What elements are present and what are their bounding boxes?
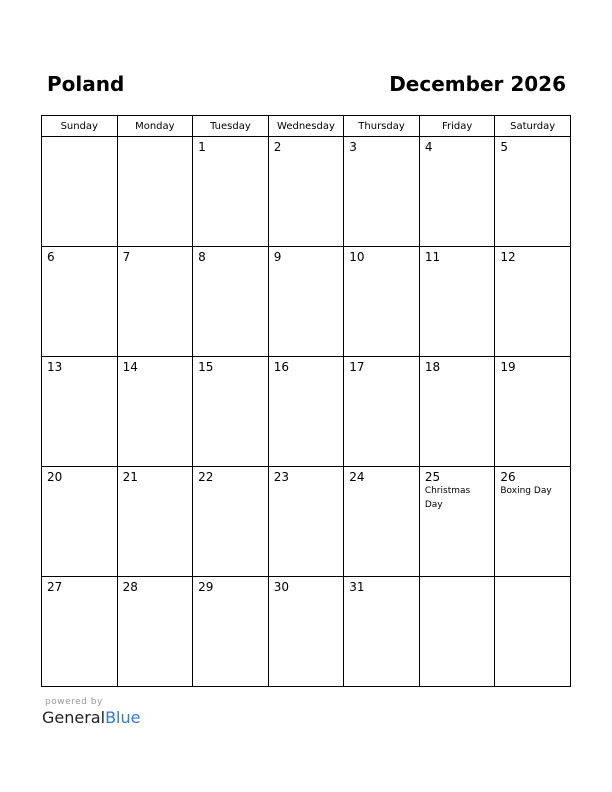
powered-by-text: powered by bbox=[45, 697, 103, 707]
day-cell bbox=[42, 247, 118, 357]
day-number: 26 bbox=[500, 470, 516, 484]
holiday-label: Boxing Day bbox=[500, 486, 552, 496]
day-number: 9 bbox=[273, 250, 282, 264]
day-number: 2 bbox=[273, 140, 282, 154]
brand-blue-text: Blue bbox=[105, 708, 141, 727]
day-number: 25 bbox=[424, 470, 441, 484]
day-number: 23 bbox=[273, 470, 289, 484]
day-number: 13 bbox=[47, 360, 63, 374]
weekday-header-row bbox=[42, 116, 571, 137]
week-row bbox=[42, 467, 571, 577]
brand-general-text: General bbox=[42, 708, 106, 727]
weekday-header: Tuesday bbox=[193, 116, 269, 137]
day-cell bbox=[117, 357, 193, 467]
generalblue-logo[interactable] bbox=[42, 707, 140, 729]
day-cell bbox=[193, 137, 269, 247]
day-cell bbox=[419, 467, 495, 577]
day-cell bbox=[193, 357, 269, 467]
holiday-label: Christmas Day bbox=[424, 486, 471, 510]
day-number: 31 bbox=[349, 580, 365, 594]
day-number bbox=[420, 577, 495, 580]
day-number: 18 bbox=[424, 360, 441, 374]
day-number: 14 bbox=[122, 360, 138, 374]
day-number bbox=[42, 137, 117, 140]
week-row bbox=[42, 137, 571, 247]
day-cell bbox=[344, 247, 420, 357]
day-cell bbox=[42, 137, 118, 247]
weekday-header: Friday bbox=[419, 116, 495, 137]
day-cell bbox=[117, 577, 193, 687]
day-cell bbox=[495, 247, 571, 357]
month-year-title: December 2026 bbox=[389, 72, 566, 96]
day-cell bbox=[344, 467, 420, 577]
day-cell bbox=[42, 577, 118, 687]
day-number: 10 bbox=[349, 250, 365, 264]
weekday-header: Monday bbox=[117, 116, 193, 137]
day-cell bbox=[117, 137, 193, 247]
day-number bbox=[495, 577, 570, 580]
day-cell bbox=[495, 467, 571, 577]
day-number: 8 bbox=[198, 250, 206, 264]
day-cell bbox=[117, 467, 193, 577]
day-cell bbox=[42, 357, 118, 467]
day-number: 21 bbox=[122, 470, 138, 484]
day-number: 27 bbox=[47, 580, 63, 594]
day-number: 30 bbox=[273, 580, 289, 594]
day-cell bbox=[42, 467, 118, 577]
day-cell bbox=[268, 577, 344, 687]
day-number: 15 bbox=[198, 360, 214, 374]
day-number: 17 bbox=[349, 360, 365, 374]
day-number bbox=[118, 137, 193, 140]
day-number: 7 bbox=[122, 250, 131, 264]
day-cell bbox=[495, 137, 571, 247]
week-row bbox=[42, 357, 571, 467]
day-number: 11 bbox=[424, 250, 441, 264]
week-row bbox=[42, 577, 571, 687]
day-number: 12 bbox=[500, 250, 516, 264]
day-number: 22 bbox=[198, 470, 214, 484]
day-cell bbox=[344, 357, 420, 467]
day-cell bbox=[268, 137, 344, 247]
day-cell bbox=[268, 467, 344, 577]
weekday-header: Thursday bbox=[344, 116, 420, 137]
day-number: 28 bbox=[122, 580, 138, 594]
day-number: 16 bbox=[273, 360, 289, 374]
week-row bbox=[42, 247, 571, 357]
day-number: 20 bbox=[47, 470, 63, 484]
weekday-header: Wednesday bbox=[268, 116, 344, 137]
weekday-header: Sunday bbox=[42, 116, 118, 137]
day-number: 19 bbox=[500, 360, 516, 374]
calendar-grid bbox=[41, 115, 571, 687]
day-cell bbox=[193, 467, 269, 577]
day-number: 3 bbox=[349, 140, 357, 154]
day-number: 5 bbox=[500, 140, 509, 154]
day-cell bbox=[117, 247, 193, 357]
day-cell bbox=[268, 357, 344, 467]
day-cell bbox=[193, 577, 269, 687]
day-cell bbox=[419, 137, 495, 247]
weekday-header: Saturday bbox=[495, 116, 571, 137]
day-cell bbox=[268, 247, 344, 357]
day-number: 29 bbox=[198, 580, 214, 594]
day-cell bbox=[344, 577, 420, 687]
day-number: 1 bbox=[198, 140, 206, 154]
day-cell bbox=[344, 137, 420, 247]
day-cell bbox=[495, 357, 571, 467]
day-number: 6 bbox=[47, 250, 55, 264]
day-cell bbox=[419, 577, 495, 687]
day-number: 4 bbox=[424, 140, 433, 154]
country-title: Poland bbox=[47, 72, 125, 96]
day-number: 24 bbox=[349, 470, 365, 484]
day-cell bbox=[419, 357, 495, 467]
day-cell bbox=[193, 247, 269, 357]
day-cell bbox=[419, 247, 495, 357]
day-cell bbox=[495, 577, 571, 687]
